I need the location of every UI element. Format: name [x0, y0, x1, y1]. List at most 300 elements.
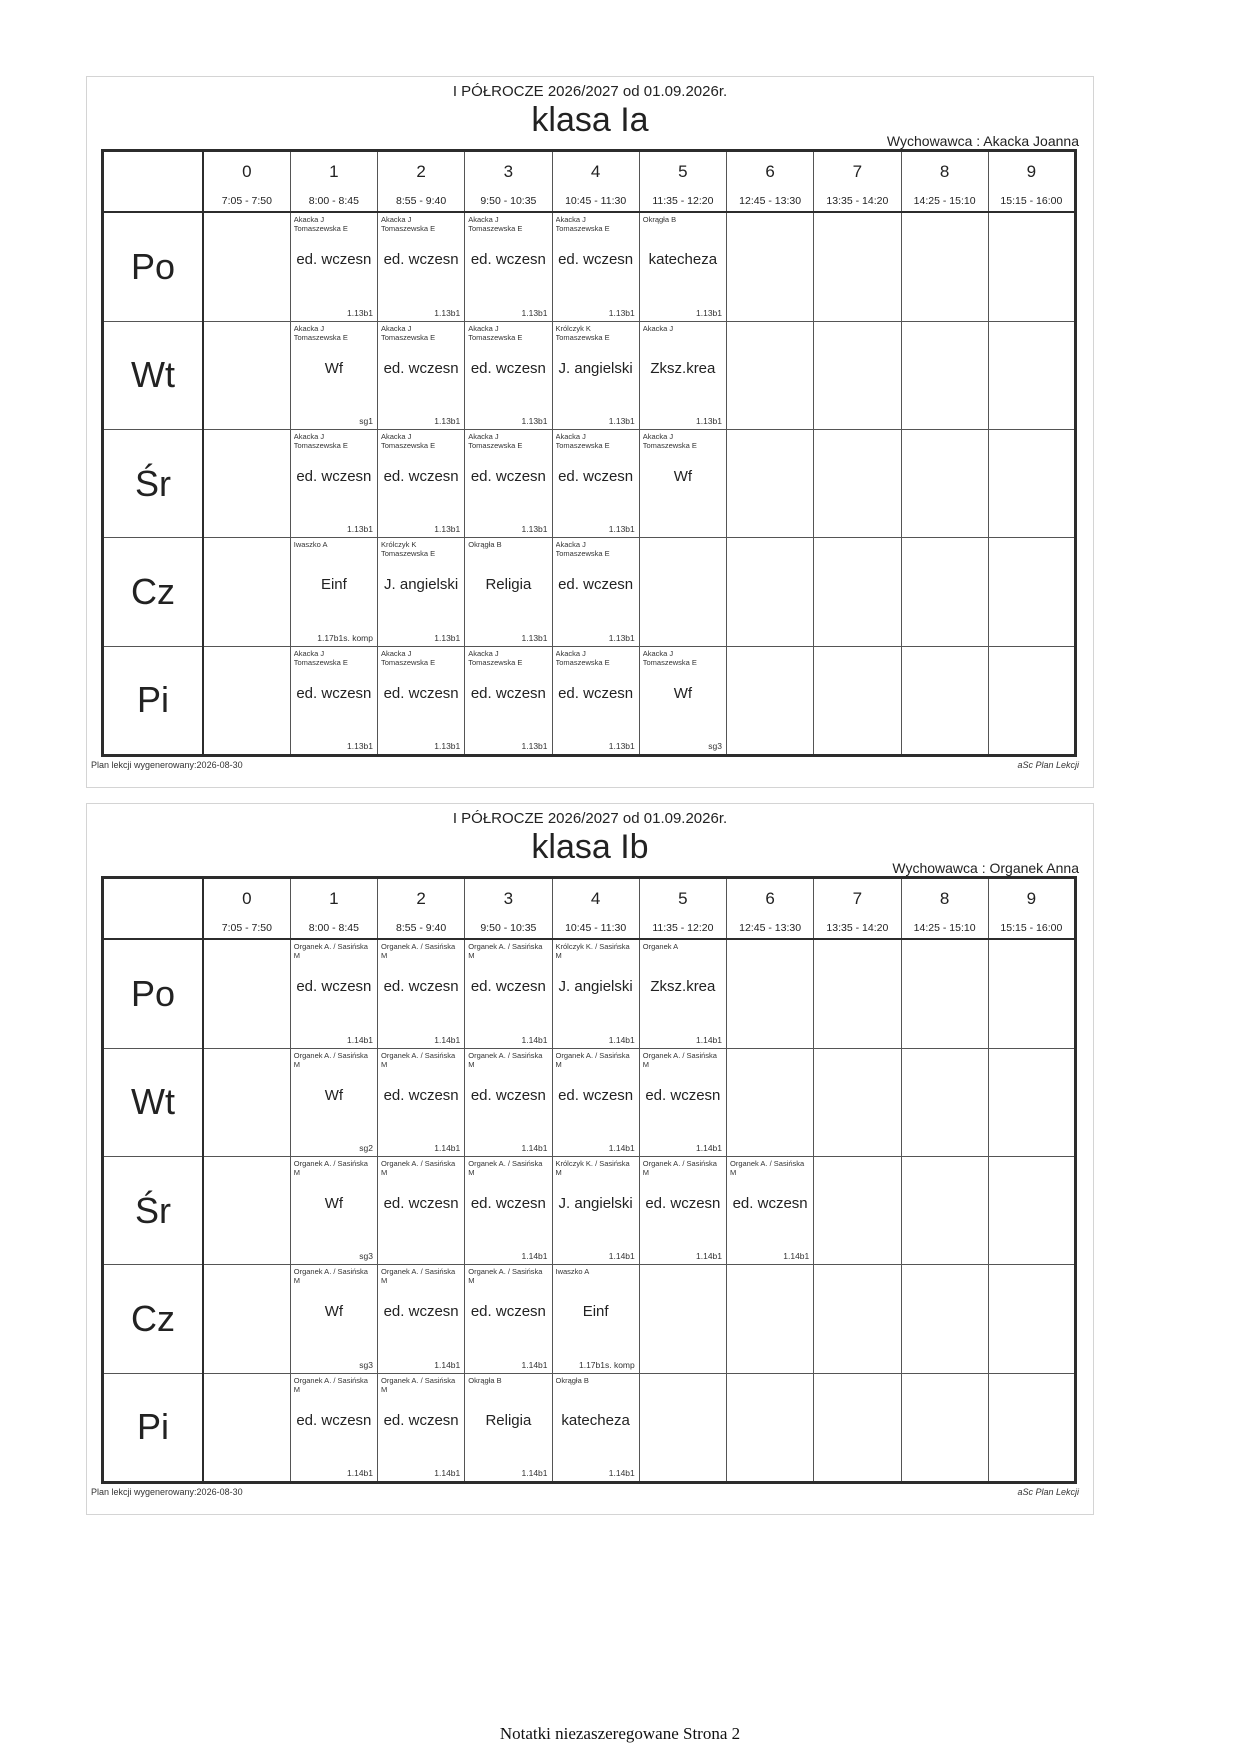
generated-date: Plan lekcji wygenerowany:2026-08-30 — [91, 760, 243, 770]
lesson-slot — [639, 321, 726, 429]
period-number: 0 — [242, 162, 252, 181]
day-row — [103, 939, 1076, 1048]
day-row — [103, 429, 1076, 537]
lesson-subject: ed. wczesn — [383, 467, 459, 485]
day-cell — [103, 1156, 204, 1264]
lesson-subject: ed. wczesn — [558, 576, 634, 594]
lesson-teacher: Organek A. / Sasińska M — [642, 1050, 717, 1069]
lesson-subject: ed. wczesn — [645, 1194, 721, 1212]
day-cell — [103, 321, 204, 429]
lesson-slot — [465, 1373, 552, 1482]
lesson-slot — [552, 321, 639, 429]
period-time: 8:55 - 9:40 — [396, 195, 447, 208]
period-number: 4 — [590, 162, 601, 181]
lesson-subject: ed. wczesn — [383, 684, 459, 702]
day-label: Wt — [131, 354, 175, 396]
lesson-room: sg1 — [359, 415, 373, 426]
lesson-room: sg3 — [708, 741, 722, 751]
period-number: 0 — [242, 889, 252, 908]
lesson-cell — [465, 213, 551, 320]
lesson-cell — [640, 1157, 726, 1264]
period-number: 5 — [678, 889, 688, 908]
lesson-cell — [378, 940, 464, 1047]
lesson-slot — [988, 538, 1075, 646]
lesson-subject: ed. wczesn — [558, 684, 634, 702]
lesson-slot — [203, 1048, 290, 1156]
lesson-room: 1.13b1 — [434, 307, 461, 318]
lesson-slot — [988, 321, 1075, 429]
period-number: 1 — [329, 162, 339, 181]
lesson-slot — [378, 1265, 465, 1373]
period-header-row — [103, 878, 1076, 940]
lesson-slot — [465, 1156, 552, 1264]
period-number: 1 — [329, 889, 339, 908]
period-time: 9:50 - 10:35 — [480, 922, 537, 935]
lesson-slot — [639, 1048, 726, 1156]
lesson-room: 1.13b1 — [347, 524, 373, 535]
lesson-subject: ed. wczesn — [296, 1411, 372, 1429]
lesson-cell — [291, 1265, 377, 1372]
lesson-teacher: Organek A. / Sasińska M — [468, 1158, 543, 1177]
lesson-teacher: Iwaszko A — [293, 540, 328, 550]
lesson-slot — [465, 212, 552, 321]
lesson-cell — [378, 1374, 464, 1481]
lesson-slot — [290, 429, 377, 537]
lesson-cell — [640, 430, 726, 537]
lesson-room: 1.14b1 — [434, 1034, 461, 1045]
day-cell — [103, 646, 204, 755]
lesson-slot — [465, 321, 552, 429]
corner-cell — [103, 151, 204, 213]
lesson-room: 1.13b1 — [521, 415, 548, 426]
timetable-grid — [101, 876, 1077, 1484]
lesson-teacher: Organek A. / Sasińska M — [555, 1050, 630, 1069]
period-number: 7 — [852, 162, 863, 181]
lesson-cell — [553, 1049, 639, 1156]
lesson-slot — [290, 321, 377, 429]
period-number: 2 — [416, 889, 426, 908]
lesson-subject: ed. wczesn — [383, 359, 459, 377]
lesson-cell — [465, 322, 551, 429]
lesson-teacher: Organek A. / Sasińska M — [381, 1267, 456, 1286]
period-number: 2 — [416, 162, 426, 181]
day-cell — [103, 429, 204, 537]
lesson-cell — [465, 1157, 551, 1264]
lesson-subject: ed. wczesn — [558, 1086, 634, 1104]
day-row — [103, 1156, 1076, 1264]
lesson-slot — [639, 212, 726, 321]
lesson-cell — [291, 430, 377, 537]
lesson-teacher: Organek A. / Sasińska M — [642, 1158, 717, 1177]
day-row — [103, 1048, 1076, 1156]
lesson-cell — [640, 940, 726, 1047]
lesson-room: 1.13b1 — [521, 741, 548, 751]
lesson-cell — [378, 1265, 464, 1372]
lesson-room: 1.14b1 — [696, 1142, 722, 1153]
lesson-room: sg3 — [359, 1359, 373, 1370]
lesson-subject: ed. wczesn — [383, 251, 459, 269]
period-header — [290, 151, 377, 213]
lesson-slot — [639, 1156, 726, 1264]
lesson-subject: Wf — [673, 684, 693, 702]
lesson-subject: J. angielski — [384, 576, 459, 594]
period-header — [203, 878, 290, 940]
lesson-slot — [901, 1373, 988, 1482]
period-time: 14:25 - 15:10 — [913, 195, 976, 208]
lesson-teacher: Organek A. / Sasińska M — [468, 1050, 543, 1069]
lesson-slot — [814, 538, 901, 646]
term-heading: I PÓŁROCZE 2026/2027 od 01.09.2026r. — [452, 83, 728, 100]
lesson-slot — [552, 538, 639, 646]
period-time: 12:45 - 13:30 — [739, 922, 802, 935]
lesson-room: 1.13b1 — [434, 415, 461, 426]
corner-cell — [103, 878, 204, 940]
lesson-slot — [203, 212, 290, 321]
lesson-slot — [290, 1265, 377, 1373]
lesson-teacher: Akacka J Tomaszewska E — [642, 431, 697, 450]
lesson-teacher: Akacka J Tomaszewska E — [293, 215, 348, 234]
lesson-room: 1.14b1 — [434, 1468, 461, 1478]
lesson-subject: Wf — [324, 1303, 344, 1321]
period-time: 9:50 - 10:35 — [480, 195, 537, 208]
day-cell — [103, 1373, 204, 1482]
lesson-cell — [378, 1157, 464, 1264]
lesson-slot — [203, 646, 290, 755]
day-row — [103, 538, 1076, 646]
lesson-room: 1.14b1 — [608, 1468, 635, 1478]
period-header — [378, 878, 465, 940]
lesson-cell — [553, 430, 639, 537]
lesson-slot — [552, 1373, 639, 1482]
lesson-slot — [639, 1373, 726, 1482]
lesson-slot — [203, 1373, 290, 1482]
lesson-teacher: Akacka J Tomaszewska E — [468, 648, 523, 667]
period-header — [639, 151, 726, 213]
lesson-cell — [291, 647, 377, 754]
lesson-slot — [727, 1048, 814, 1156]
day-label: Śr — [135, 462, 171, 504]
lesson-room: 1.13b1 — [434, 632, 461, 643]
period-time: 13:35 - 14:20 — [826, 195, 889, 208]
lesson-slot — [814, 646, 901, 755]
timetable-grid — [101, 149, 1077, 757]
lesson-slot — [378, 1373, 465, 1482]
lesson-subject: J. angielski — [558, 359, 633, 377]
lesson-teacher: Akacka J — [642, 323, 674, 333]
lesson-room: 1.13b1 — [347, 307, 373, 318]
lesson-slot — [988, 1048, 1075, 1156]
lesson-teacher: Królczyk K Tomaszewska E — [381, 540, 436, 559]
lesson-slot — [552, 1265, 639, 1373]
lesson-cell — [553, 213, 639, 320]
lesson-teacher: Okrągła B — [468, 540, 502, 550]
lesson-slot — [290, 1156, 377, 1264]
period-header — [727, 878, 814, 940]
lesson-cell — [553, 322, 639, 429]
lesson-teacher: Akacka J Tomaszewska E — [381, 323, 436, 342]
lesson-teacher: Akacka J Tomaszewska E — [468, 323, 523, 342]
lesson-slot — [988, 646, 1075, 755]
day-cell — [103, 1048, 204, 1156]
lesson-slot — [203, 1156, 290, 1264]
lesson-slot — [988, 1156, 1075, 1264]
period-number: 6 — [765, 889, 775, 908]
lesson-slot — [552, 646, 639, 755]
lesson-room: 1.13b1 — [434, 524, 461, 535]
lesson-room: 1.13b1 — [608, 307, 635, 318]
lesson-room: sg3 — [359, 1251, 373, 1262]
lesson-slot — [378, 1048, 465, 1156]
lesson-cell — [291, 538, 377, 645]
lesson-subject: ed. wczesn — [470, 359, 546, 377]
lesson-cell — [465, 647, 551, 754]
lesson-teacher: Akacka J Tomaszewska E — [468, 431, 523, 450]
lesson-slot — [465, 538, 552, 646]
lesson-room: 1.14b1 — [521, 1034, 548, 1045]
lesson-cell — [640, 322, 726, 429]
class-tutor: Wychowawca : Organek Anna — [892, 860, 1079, 876]
lesson-cell — [553, 940, 639, 1047]
lesson-subject: ed. wczesn — [645, 1086, 721, 1104]
lesson-slot — [639, 538, 726, 646]
lesson-subject: ed. wczesn — [383, 1303, 459, 1321]
lesson-cell — [465, 430, 551, 537]
lesson-subject: ed. wczesn — [296, 684, 372, 702]
lesson-teacher: Organek A. / Sasińska M — [468, 942, 543, 961]
period-time: 12:45 - 13:30 — [739, 195, 802, 208]
lesson-room: 1.14b1 — [608, 1142, 635, 1153]
lesson-teacher: Akacka J Tomaszewska E — [381, 648, 436, 667]
lesson-teacher: Akacka J Tomaszewska E — [293, 323, 348, 342]
lesson-teacher: Akacka J Tomaszewska E — [381, 431, 436, 450]
lesson-teacher: Okrągła B — [555, 1375, 589, 1385]
lesson-slot — [901, 646, 988, 755]
period-number: 9 — [1026, 889, 1037, 908]
lesson-cell — [640, 1049, 726, 1156]
lesson-teacher: Królczyk K. / Sasińska M — [555, 942, 630, 961]
lesson-subject: Wf — [324, 1194, 344, 1212]
lesson-subject: ed. wczesn — [470, 978, 546, 996]
lesson-teacher: Iwaszko A — [555, 1267, 590, 1277]
lesson-slot — [203, 538, 290, 646]
lesson-cell — [378, 322, 464, 429]
lesson-cell — [727, 1157, 813, 1264]
lesson-room: 1.13b1 — [521, 632, 548, 643]
lesson-cell — [291, 322, 377, 429]
lesson-slot — [552, 1156, 639, 1264]
period-header — [814, 878, 901, 940]
lesson-slot — [727, 538, 814, 646]
lesson-room: 1.14b1 — [347, 1468, 373, 1478]
lesson-subject: Religia — [485, 576, 532, 594]
lesson-cell — [465, 1049, 551, 1156]
lesson-slot — [988, 1373, 1075, 1482]
lesson-cell — [378, 213, 464, 320]
lesson-teacher: Akacka J Tomaszewska E — [642, 648, 697, 667]
lesson-slot — [290, 212, 377, 321]
period-header — [639, 878, 726, 940]
lesson-teacher: Organek A. / Sasińska M — [381, 1375, 456, 1394]
lesson-subject: ed. wczesn — [470, 684, 546, 702]
lesson-slot — [814, 1265, 901, 1373]
lesson-room: 1.17b1s. komp — [578, 1359, 635, 1370]
lesson-room: 1.13b1 — [608, 415, 635, 426]
class-tutor: Wychowawca : Akacka Joanna — [886, 133, 1079, 149]
lesson-cell — [378, 538, 464, 645]
lesson-teacher: Akacka J Tomaszewska E — [468, 215, 523, 234]
period-number: 6 — [765, 162, 775, 181]
period-number: 3 — [503, 889, 514, 908]
lesson-subject: ed. wczesn — [470, 467, 546, 485]
lesson-subject: ed. wczesn — [470, 1303, 546, 1321]
lesson-cell — [640, 647, 726, 754]
lesson-room: 1.13b1 — [608, 524, 635, 535]
lesson-slot — [639, 939, 726, 1048]
period-header — [727, 151, 814, 213]
lesson-room: 1.14b1 — [521, 1251, 548, 1262]
lesson-slot — [901, 538, 988, 646]
lesson-cell — [291, 1049, 377, 1156]
lesson-room: 1.13b1 — [696, 307, 722, 318]
lesson-slot — [552, 212, 639, 321]
lesson-teacher: Akacka J Tomaszewska E — [555, 215, 610, 234]
lesson-room: 1.13b1 — [521, 524, 548, 535]
lesson-teacher: Akacka J Tomaszewska E — [555, 648, 610, 667]
lesson-subject: ed. wczesn — [296, 978, 372, 996]
lesson-slot — [901, 321, 988, 429]
period-time: 11:35 - 12:20 — [652, 195, 714, 208]
lesson-slot — [203, 1265, 290, 1373]
period-header — [901, 878, 988, 940]
lesson-slot — [465, 646, 552, 755]
lesson-room: 1.13b1 — [347, 741, 373, 751]
lesson-slot — [727, 646, 814, 755]
day-row — [103, 321, 1076, 429]
period-header — [378, 151, 465, 213]
lesson-subject: Einf — [320, 576, 347, 594]
lesson-slot — [639, 429, 726, 537]
day-label: Pi — [136, 679, 169, 721]
lesson-cell — [378, 430, 464, 537]
lesson-subject: J. angielski — [558, 1194, 633, 1212]
lesson-slot — [465, 939, 552, 1048]
day-row — [103, 1373, 1076, 1482]
day-label: Cz — [131, 1297, 175, 1339]
lesson-cell — [553, 1374, 639, 1481]
period-header — [988, 151, 1075, 213]
period-time: 15:15 - 16:00 — [1000, 195, 1063, 208]
lesson-room: 1.17b1s. komp — [317, 632, 373, 643]
period-time: 13:35 - 14:20 — [826, 922, 889, 935]
timetable-klasa-ia — [86, 76, 1094, 788]
day-label: Cz — [131, 570, 175, 612]
lesson-teacher: Okrągła B — [642, 215, 677, 225]
page-footer-note: Notatki niezaszeregowane Strona 2 — [499, 1724, 741, 1743]
lesson-subject: ed. wczesn — [470, 1086, 546, 1104]
period-time: 7:05 - 7:50 — [221, 195, 272, 208]
lesson-subject: J. angielski — [558, 978, 633, 996]
lesson-teacher: Królczyk K. / Sasińska M — [555, 1158, 630, 1177]
period-time: 8:00 - 8:45 — [308, 195, 359, 208]
lesson-teacher: Organek A. / Sasińska M — [381, 1050, 456, 1069]
lesson-slot — [465, 1265, 552, 1373]
lesson-subject: ed. wczesn — [296, 251, 372, 269]
lesson-slot — [727, 321, 814, 429]
lesson-slot — [465, 1048, 552, 1156]
lesson-cell — [553, 538, 639, 645]
period-number: 5 — [678, 162, 688, 181]
lesson-subject: Wf — [324, 1086, 344, 1104]
lesson-slot — [901, 212, 988, 321]
lesson-cell — [465, 940, 551, 1047]
lesson-subject: Wf — [324, 359, 344, 377]
period-header — [901, 151, 988, 213]
lesson-room: 1.14b1 — [783, 1251, 810, 1262]
class-title: klasa Ia — [531, 101, 649, 139]
lesson-room: 1.13b1 — [608, 632, 635, 643]
term-heading: I PÓŁROCZE 2026/2027 od 01.09.2026r. — [452, 810, 728, 827]
lesson-teacher: Organek A. / Sasińska M — [730, 1158, 805, 1177]
period-time: 8:55 - 9:40 — [396, 922, 447, 935]
lesson-slot — [290, 939, 377, 1048]
day-cell — [103, 212, 204, 321]
lesson-subject: Religia — [485, 1411, 532, 1429]
day-row — [103, 1265, 1076, 1373]
lesson-slot — [639, 1265, 726, 1373]
lesson-subject: ed. wczesn — [383, 1194, 459, 1212]
lesson-slot — [814, 939, 901, 1048]
lesson-cell — [291, 213, 377, 320]
lesson-room: 1.14b1 — [696, 1251, 722, 1262]
lesson-room: 1.13b1 — [608, 741, 635, 751]
period-time: 10:45 - 11:30 — [565, 195, 627, 208]
lesson-cell — [553, 647, 639, 754]
lesson-slot — [901, 1048, 988, 1156]
lesson-slot — [639, 646, 726, 755]
lesson-slot — [290, 1048, 377, 1156]
day-cell — [103, 1265, 204, 1373]
day-cell — [103, 939, 204, 1048]
lesson-cell — [553, 1265, 639, 1372]
period-number: 4 — [590, 889, 601, 908]
day-row — [103, 646, 1076, 755]
lesson-room: 1.14b1 — [347, 1034, 373, 1045]
period-header — [988, 878, 1075, 940]
lesson-teacher: Organek A. / Sasińska M — [293, 942, 368, 961]
lesson-cell — [465, 538, 551, 645]
software-credit: aSc Plan Lekcji — [1017, 1487, 1079, 1497]
lesson-teacher: Organek A. / Sasińska M — [293, 1375, 368, 1394]
lesson-teacher: Organek A — [642, 942, 679, 952]
period-number: 3 — [503, 162, 514, 181]
lesson-slot — [203, 321, 290, 429]
lesson-subject: ed. wczesn — [383, 978, 459, 996]
lesson-slot — [988, 429, 1075, 537]
lesson-subject: ed. wczesn — [732, 1194, 808, 1212]
lesson-slot — [814, 1048, 901, 1156]
lesson-slot — [814, 1156, 901, 1264]
lesson-slot — [378, 429, 465, 537]
day-cell — [103, 538, 204, 646]
lesson-subject: katecheza — [648, 251, 718, 269]
lesson-teacher: Akacka J Tomaszewska E — [381, 215, 436, 234]
lesson-cell — [465, 1374, 551, 1481]
period-number: 7 — [852, 889, 863, 908]
lesson-cell — [291, 1157, 377, 1264]
lesson-slot — [814, 321, 901, 429]
lesson-teacher: Organek A. / Sasińska M — [293, 1158, 368, 1177]
lesson-subject: ed. wczesn — [383, 1086, 459, 1104]
